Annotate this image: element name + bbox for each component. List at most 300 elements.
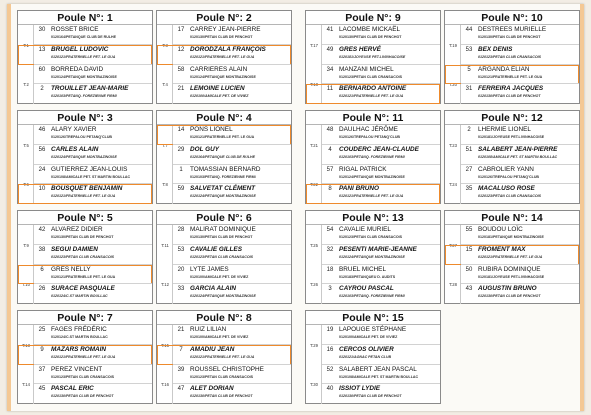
player-number: 2 (467, 127, 471, 133)
player-number: 56 (38, 146, 46, 153)
player-row (306, 142, 440, 165)
player-club: 0120123/PETAN CLUB CRANSACOIS (478, 54, 542, 59)
player-club: 0120103/PETANQ. FOREZIENNE FIRMI (51, 94, 117, 99)
player-row (306, 325, 440, 345)
player-row (18, 165, 152, 188)
player-number: 17 (177, 27, 185, 33)
player-name: PESENTI MARIE-JEANNE (339, 245, 417, 253)
player-name: BRUGEL LUDOVIC (51, 45, 109, 53)
player-number: 45 (38, 386, 46, 393)
player-row (157, 284, 291, 304)
poule-p2 (156, 10, 292, 104)
poule-rows (18, 225, 152, 304)
player-club: 0120164/PETANQUE CLUB DE RULHE (51, 35, 117, 39)
player-name: DORODZALA FRANÇOIS (190, 45, 266, 53)
poule-rows (445, 125, 579, 204)
player-number: 49 (326, 46, 334, 53)
player-number: 37 (38, 366, 46, 373)
table-label: T:3 (162, 42, 168, 48)
poule-title: Poule N°: 5 (18, 211, 152, 225)
player-number: 24 (38, 166, 46, 173)
player-number: 34 (326, 66, 334, 73)
player-number: 57 (326, 166, 334, 173)
poule-title: Poule N°: 11 (306, 111, 440, 125)
player-row (18, 265, 152, 288)
player-row (445, 165, 579, 188)
player-club: 0120130/PETAN CLUB DE PENCHOT (478, 35, 541, 39)
player-row (306, 25, 440, 45)
poule-rows (306, 325, 440, 404)
poule-p8 (156, 310, 292, 404)
table-label: T:2 (23, 82, 29, 88)
player-club: 0120123/PETAN CLUB CRANSACOIS (339, 235, 403, 239)
player-club: 0120121/FRATERNELLE PET. LE GUA (478, 254, 543, 259)
player-name: CAYROU PASCAL (339, 285, 394, 293)
poule-p3 (17, 110, 153, 204)
player-row (445, 25, 579, 45)
poule-p11 (305, 110, 441, 204)
table-label: T:16 (161, 382, 169, 388)
table-label: T:28 (449, 282, 457, 288)
player-club: 0120103/PETANQ. FOREZIENNE FIRMI (339, 294, 405, 299)
player-number: 26 (38, 286, 46, 293)
player-club: 0120124/PETANQUE MONTBAZINOISE (190, 74, 256, 79)
player-number: 32 (326, 246, 334, 253)
player-name: PASCAL ERIC (51, 385, 94, 393)
player-club: 0120183/PETANQUEU D. AUDITS (339, 274, 396, 279)
player-row (306, 42, 440, 65)
table-label: T:24 (449, 182, 457, 188)
player-number: 2 (40, 86, 44, 93)
player-name: LHERMIE LIONEL (478, 126, 531, 133)
player-number: 30 (38, 27, 46, 33)
table-label: T:14 (22, 382, 30, 388)
player-club: 0120121/FRATERNELLE PET. LE GUA (51, 194, 116, 199)
player-club: 0120121/AGNAC PETAN CLUB (339, 354, 392, 359)
player-club: 0120130/PETAN CLUB DE PENCHOT (339, 394, 402, 399)
player-club: 0120124/C.ST MARTIN BOULLAC (51, 294, 108, 299)
player-name: RUBIRA DOMINIQUE (478, 265, 541, 273)
table-label: T:13 (22, 342, 30, 348)
poule-p10 (444, 10, 580, 104)
poule-title: Poule N°: 3 (18, 111, 152, 125)
table-label: T:25 (310, 242, 318, 248)
player-number: 5 (467, 66, 471, 73)
player-club: 0120103/PETANQ. FOREZIENNE FIRMI (190, 174, 256, 179)
player-row (306, 65, 440, 88)
player-row (306, 284, 440, 304)
player-club: 0120124/C.ST MARTIN BOULLAC (51, 335, 108, 339)
table-label: T:22 (310, 182, 318, 188)
player-row (445, 42, 579, 65)
table-label: T:7 (162, 142, 168, 148)
player-name: BORREDA DAVID (51, 65, 104, 73)
player-row (157, 65, 291, 88)
player-name: ALVAREZ DIDIER (51, 226, 103, 233)
table-label: T:15 (161, 342, 169, 348)
table-label: T:20 (449, 82, 457, 88)
player-name: FAGES FRÉDÉRIC (51, 326, 107, 333)
player-name: SEGUI DAMIEN (51, 245, 98, 253)
player-row (306, 225, 440, 245)
player-number: 48 (326, 127, 334, 133)
table-label: T:23 (449, 142, 457, 148)
player-name: BRUEL MICHEL (339, 265, 386, 273)
player-club: 0120124/PETANQUE MONTBAZINOISE (339, 174, 405, 179)
player-row (157, 42, 291, 65)
player-name: PEREZ VINCENT (51, 365, 103, 373)
player-name: CARRIERES ALAIN (190, 65, 248, 73)
table-label: T:12 (161, 282, 169, 288)
poule-rows (157, 25, 291, 104)
player-name: SURACE PASQUALE (51, 285, 115, 293)
player-name: GRES NELLY (51, 265, 91, 273)
player-club: 0120121/FRATERNELLE PET. LE GUA (339, 94, 404, 99)
poule-p7 (17, 310, 153, 404)
player-row (157, 225, 291, 245)
player-club: 0120103/PETANQ. FOREZIENNE FIRMI (339, 154, 405, 159)
player-club: 0120126/TREPALOU PETANQ'CLUB (478, 174, 540, 179)
player-row (18, 142, 152, 165)
player-number: 25 (38, 327, 46, 333)
player-name: FERREIRA JACQUES (478, 85, 544, 93)
player-name: SALABERT JEAN PASCAL (339, 365, 417, 373)
poule-title: Poule N°: 4 (157, 111, 291, 125)
player-number: 6 (40, 266, 44, 273)
poule-title: Poule N°: 7 (18, 311, 152, 325)
player-row (445, 65, 579, 88)
player-club: 0120124/PETANQUE MONTBAZINOISE (339, 254, 405, 259)
player-number: 8 (328, 186, 332, 193)
table-label: T:26 (310, 282, 318, 288)
player-name: LACOMBE MICKAËL (339, 26, 401, 33)
player-name: BOUSQUET BENJAMIN (51, 185, 123, 193)
player-number: 18 (326, 266, 334, 273)
player-club: 0120130/PETAN CLUB DE PENCHOT (51, 235, 114, 239)
poule-rows (157, 125, 291, 204)
player-row (306, 125, 440, 145)
player-club: 0120121/FRATERNELLE PET. LE GUA (478, 74, 543, 79)
player-name: GUTIERREZ JEAN-LOUIS (51, 165, 128, 173)
player-row (18, 342, 152, 365)
player-number: 51 (465, 146, 473, 153)
table-label: T:5 (23, 142, 29, 148)
player-number: 16 (326, 346, 334, 353)
player-number: 21 (177, 327, 185, 333)
player-row (157, 325, 291, 345)
poule-title: Poule N°: 8 (157, 311, 291, 325)
player-row (18, 225, 152, 245)
player-club: 0120130/PETAN CLUB DE PENCHOT (190, 235, 253, 239)
poule-rows (445, 25, 579, 104)
player-name: DESTREES MURIELLE (478, 26, 547, 33)
player-number: 54 (326, 227, 334, 233)
player-number: 47 (177, 386, 185, 393)
player-number: 7 (179, 346, 183, 353)
poule-title: Poule N°: 2 (157, 11, 291, 25)
player-name: FROMENT MAX (478, 245, 526, 253)
player-name: AMADIU JEAN (190, 345, 235, 353)
poule-rows (18, 125, 152, 204)
player-club: 0120121/FRATERNELLE PET. LE GUA (339, 194, 404, 199)
table-label: T:6 (23, 182, 29, 188)
player-number: 10 (38, 186, 46, 193)
player-name: TROUILLET JEAN-MARIE (51, 85, 129, 93)
player-name: ISSIOT LYDIE (339, 385, 381, 393)
player-number: 21 (177, 86, 185, 93)
table-label: T:1 (23, 42, 29, 48)
player-club: 0120100/AMICALE PET. DE VIVIEZ (190, 335, 249, 339)
player-row (306, 265, 440, 288)
poule-p5 (17, 210, 153, 304)
player-number: 3 (328, 286, 332, 293)
player-name: ARGANDA ELIAN (478, 65, 530, 73)
player-row (445, 225, 579, 245)
table-label: T:11 (161, 242, 169, 248)
player-club: 0120100/AMICALE PET. DE VIVIEZ (339, 335, 398, 339)
player-club: 0120108/AMICALE PET. ST MARTIN BOULLAC (478, 154, 558, 159)
player-number: 1 (179, 166, 183, 173)
player-row (18, 65, 152, 88)
player-number: 20 (177, 266, 185, 273)
player-row (18, 284, 152, 304)
player-name: CAVALIE MURIEL (339, 226, 391, 233)
player-name: MAZARS ROMAIN (51, 345, 107, 353)
player-name: CABROLIER YANN (478, 165, 534, 173)
table-label: T:19 (449, 42, 457, 48)
table-label: T:21 (310, 142, 318, 148)
table-label: T:27 (449, 242, 457, 248)
player-name: LYTE JAMES (190, 265, 229, 273)
player-name: DOL GUY (190, 145, 219, 153)
player-club: 0120123/PETAN CLUB CRANSACOIS (51, 254, 115, 259)
player-name: RUIZ LILIAN (190, 326, 227, 333)
player-name: CARLES ALAIN (51, 145, 99, 153)
player-row (18, 125, 152, 145)
pool-sheet (7, 4, 584, 411)
player-club: 0120121/FRATERNELLE PET. LE GUA (51, 274, 116, 279)
poule-rows (306, 225, 440, 304)
player-number: 40 (326, 386, 334, 393)
player-name: SALVETAT CLÉMENT (190, 185, 256, 193)
player-name: AUGUSTIN BRUNO (478, 285, 537, 293)
player-row (306, 184, 440, 204)
player-name: MANZANI MICHEL (339, 65, 394, 73)
player-row (306, 365, 440, 388)
poule-p1 (17, 10, 153, 104)
player-row (445, 265, 579, 288)
table-label: T:9 (23, 242, 29, 248)
player-name: CARREY JEAN-PIERRE (190, 26, 261, 33)
player-row (18, 365, 152, 388)
player-name: ALET DORIAN (190, 385, 234, 393)
player-number: 58 (177, 66, 185, 73)
player-name: ROUSSEL CHRISTOPHE (190, 365, 264, 373)
player-name: MALIRAT DOMINIQUE (190, 226, 256, 233)
player-name: ALARY XAVIER (51, 126, 97, 133)
player-club: 0120130/PETAN CLUB DE PENCHOT (190, 394, 253, 399)
player-club: 0120181/PETANQUE MONTBAZINOISE (478, 235, 544, 239)
player-name: LAPOUGE STÉPHANE (339, 326, 407, 333)
player-club: 0120124/PETANQUE MONTBAZINOISE (190, 194, 256, 199)
player-row (445, 242, 579, 265)
player-row (157, 365, 291, 388)
player-name: CAVALIE GILLES (190, 245, 242, 253)
player-club: 0120108/AMICALE PET. ST MARTIN BOULLAC (51, 174, 131, 179)
player-row (306, 342, 440, 365)
player-club: 0120181/JOYEUSE PET.LIVINHACOISE (478, 274, 545, 279)
player-row (18, 84, 152, 104)
player-number: 9 (40, 346, 44, 353)
poule-p4 (156, 110, 292, 204)
table-label: T:30 (310, 382, 318, 388)
player-number: 14 (177, 127, 185, 133)
player-number: 60 (38, 66, 46, 73)
player-name: LEMOINE LUCIEN (190, 85, 245, 93)
player-number: 31 (465, 86, 473, 93)
player-number: 29 (177, 146, 185, 153)
player-row (445, 284, 579, 304)
poule-p13 (305, 210, 441, 304)
player-number: 33 (177, 286, 185, 293)
poule-title: Poule N°: 15 (306, 311, 440, 325)
player-row (157, 342, 291, 365)
player-row (445, 84, 579, 104)
player-number: 42 (38, 227, 46, 233)
player-name: BOUDOU LOÏC (478, 226, 523, 233)
player-name: ROSSET BRICE (51, 26, 99, 33)
player-number: 15 (465, 246, 473, 253)
poule-rows (306, 125, 440, 204)
poule-title: Poule N°: 10 (445, 11, 579, 25)
player-number: 11 (326, 86, 334, 93)
player-row (306, 84, 440, 104)
player-row (157, 125, 291, 145)
player-club: 0120124/PETANQUE MONTBAZINOISE (190, 294, 256, 299)
player-row (18, 384, 152, 404)
player-row (157, 184, 291, 204)
player-name: TOMASSIAN BERNARD (190, 165, 261, 173)
player-club: 0120100/AMICALE PET. DE VIVIEZ (190, 274, 249, 279)
player-row (18, 242, 152, 265)
table-label: T:10 (22, 282, 30, 288)
player-number: 13 (38, 46, 46, 53)
player-number: 53 (465, 46, 473, 53)
player-number: 46 (38, 127, 46, 133)
player-club: 0120124/PETANQUE MONTBAZINOISE (51, 74, 117, 79)
player-row (306, 242, 440, 265)
player-row (157, 165, 291, 188)
poule-rows (306, 25, 440, 104)
poule-title: Poule N°: 6 (157, 211, 291, 225)
player-number: 28 (177, 227, 185, 233)
player-name: CERCOS OLIVIER (339, 345, 394, 353)
player-number: 50 (465, 266, 473, 273)
poule-p15 (305, 310, 441, 404)
table-label: T:17 (310, 42, 318, 48)
table-label: T:18 (310, 82, 318, 88)
player-number: 39 (177, 366, 185, 373)
player-club: 0120123/PETAN CLUB CRANSACOIS (190, 254, 254, 259)
player-row (157, 265, 291, 288)
player-row (157, 84, 291, 104)
poule-p12 (444, 110, 580, 204)
player-number: 4 (328, 146, 332, 153)
player-club: 0120130/PETAN CLUB DE PENCHOT (339, 35, 402, 39)
player-club: 0120121/FRATERNELLE PET. LE GUA (190, 54, 255, 59)
player-club: 0120121/FRATERNELLE PET. LE GUA (190, 135, 255, 139)
poule-rows (445, 225, 579, 304)
player-club: 0120130/PETAN CLUB DE PENCHOT (190, 35, 253, 39)
player-number: 59 (177, 186, 185, 193)
table-label: T:4 (162, 82, 168, 88)
player-club: 0120164/PETANQUE CLUB DE RULHE (190, 154, 256, 159)
player-number: 52 (326, 366, 334, 373)
player-name: COUDERC JEAN-CLAUDE (339, 145, 419, 153)
player-row (18, 325, 152, 345)
player-row (18, 184, 152, 204)
player-row (306, 384, 440, 404)
player-number: 38 (38, 246, 46, 253)
player-row (445, 125, 579, 145)
player-row (157, 142, 291, 165)
player-club: 0120126/TREPALOU PETANQ'CLUB (51, 135, 113, 139)
poule-rows (18, 25, 152, 104)
player-name: SALABERT JEAN-PIERRE (478, 145, 558, 153)
player-club: 0120100/AMICALE PET. DE VIVIEZ (190, 94, 249, 99)
player-name: MACALUSO ROSE (478, 185, 535, 193)
table-label: T:29 (310, 342, 318, 348)
player-row (445, 184, 579, 204)
player-row (18, 25, 152, 45)
poule-p9 (305, 10, 441, 104)
poule-p6 (156, 210, 292, 304)
player-club: 0120130/PETAN CLUB DE PENCHOT (478, 94, 541, 99)
player-number: 41 (326, 27, 334, 33)
player-club: 0120181/JOYEUSE PET.LIVINHACOISE (339, 54, 406, 59)
player-number: 27 (465, 166, 473, 173)
poule-title: Poule N°: 12 (445, 111, 579, 125)
player-row (306, 165, 440, 188)
player-number: 35 (465, 186, 473, 193)
player-club: 0120108/AMICALE PET. ST MARTIN BOULLAC (339, 374, 419, 379)
player-number: 53 (177, 246, 185, 253)
poule-p14 (444, 210, 580, 304)
player-number: 44 (465, 27, 473, 33)
player-club: 0120123/PETAN CLUB CRANSACOIS (190, 374, 254, 379)
player-name: BERNARDO ANTOINE (339, 85, 407, 93)
player-row (157, 242, 291, 265)
player-name: BEX DENIS (478, 45, 513, 53)
player-club: 0120181/JOYEUSE PET.LIVINHACOISE (478, 135, 545, 139)
poule-title: Poule N°: 1 (18, 11, 152, 25)
player-club: 0120121/FRATERNELLE PET. LE GUA (51, 54, 116, 59)
player-number: 12 (177, 46, 185, 53)
player-name: GRES HERVÉ (339, 45, 381, 53)
player-club: 0120123/PETAN CLUB CRANSACOIS (478, 194, 542, 199)
player-club: 0120121/FRATERNELLE PET. LE GUA (190, 354, 255, 359)
player-name: PANI BRUNO (339, 185, 380, 193)
poule-title: Poule N°: 9 (306, 11, 440, 25)
poule-rows (157, 225, 291, 304)
player-name: RIGAL PATRICK (339, 165, 387, 173)
player-row (18, 42, 152, 65)
player-row (157, 25, 291, 45)
player-club: 0120130/PETAN CLUB DE PENCHOT (478, 294, 541, 299)
player-club: 0120130/PETAN CLUB DE PENCHOT (51, 394, 114, 399)
player-number: 19 (326, 327, 334, 333)
player-number: 55 (465, 227, 473, 233)
